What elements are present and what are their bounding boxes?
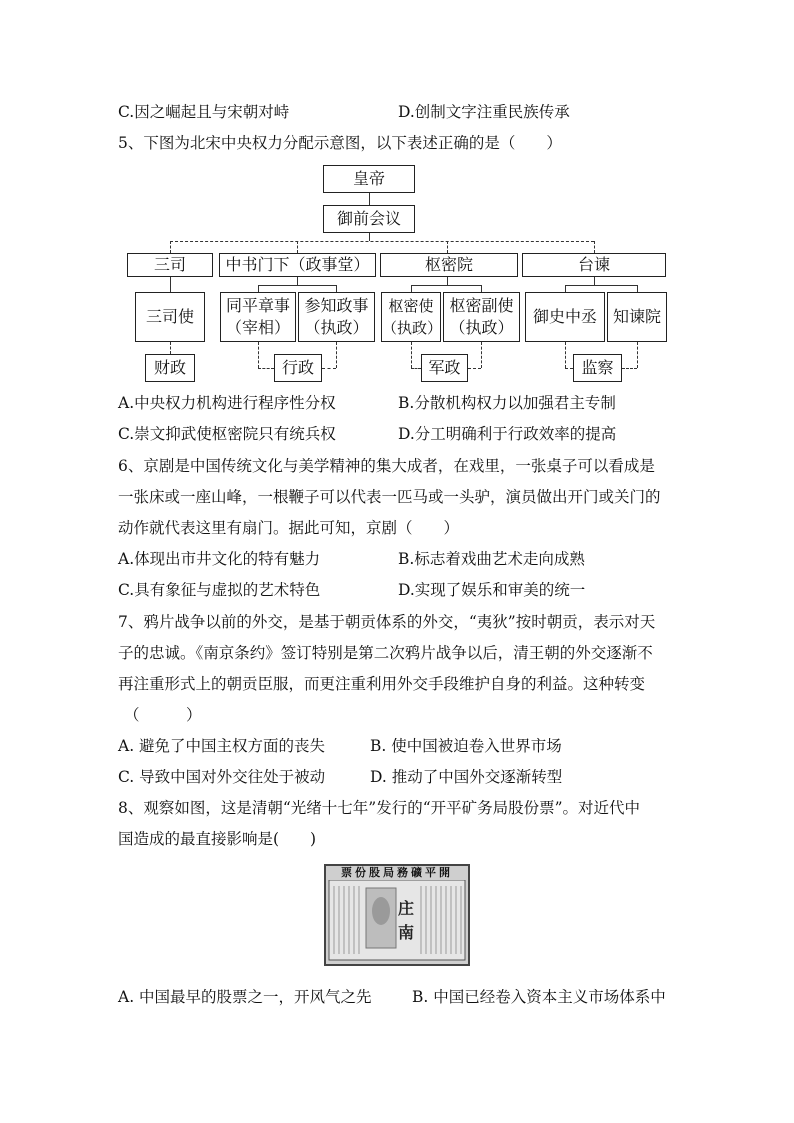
q6-option-d: D.实现了娱乐和审美的统一	[398, 581, 586, 599]
q6-stem-line3: 动作就代表这里有扇门。据此可知，京剧（ ）	[118, 519, 460, 537]
shumifu-box	[443, 292, 520, 342]
tongping-subtitle: （宰相）	[225, 318, 290, 337]
q4-option-d: D.创制文字注重民族传承	[398, 103, 570, 121]
q6-option-b: B.标志着戏曲艺术走向成熟	[398, 550, 585, 568]
q7-stem-line2: 子的忠诚。《南京条约》签订特别是第二次鸦片战争以后，清王朝的外交逐渐不	[118, 644, 653, 662]
q5-option-a: A.中央权力机构进行程序性分权	[118, 394, 336, 412]
tongping-box	[220, 292, 296, 342]
q4-option-c: C.因之崛起且与宋朝对峙	[118, 103, 290, 121]
q5-option-c: C.崇文抑武使枢密院只有统兵权	[118, 425, 336, 443]
q8-stem-line2: 国造成的最直接影响是( )	[118, 830, 317, 848]
sansi-box: 三司	[127, 253, 213, 277]
caizheng-box: 财政	[145, 354, 195, 382]
q7-option-d: D. 推动了中国外交逐渐转型	[370, 768, 563, 786]
canzhi-title: 参知政事	[304, 296, 369, 315]
sansi-shi-box: 三司使	[135, 292, 205, 342]
q5-stem: 5、下图为北宋中央权力分配示意图，以下表述正确的是（ ）	[118, 134, 562, 152]
q6-stem-line1: 6、京剧是中国传统文化与美学精神的集大成者，在戏里，一张桌子可以看成是	[118, 457, 655, 475]
zhongshu-box: 中书门下（政事堂）	[219, 253, 376, 277]
q8-option-b: B. 中国已经卷入资本主义市场体系中	[412, 988, 666, 1006]
shumifu-title: 枢密副使	[449, 296, 514, 315]
q6-option-c: C.具有象征与虚拟的艺术特色	[118, 581, 321, 599]
shumishi-subtitle: （执政）	[382, 319, 443, 337]
q8-stem-line1: 8、观察如图，这是清朝“光绪十七年”发行的“开平矿务局股份票”。对近代中	[118, 799, 641, 817]
shumishi-box	[381, 292, 441, 342]
council-box: 御前会议	[323, 205, 415, 233]
q7-option-c: C. 导致中国对外交往处于被动	[118, 768, 326, 786]
q7-option-a: A. 避免了中国主权方面的丧失	[118, 737, 326, 755]
zhijian-box: 知谏院	[607, 292, 667, 342]
junzheng-box: 军政	[421, 354, 468, 382]
stock-certificate-illustration	[326, 866, 468, 964]
canzhi-subtitle: （执政）	[304, 318, 369, 337]
q7-stem-line4: （ ）	[124, 706, 202, 724]
q5-option-b: B.分散机构权力以加强君主专制	[398, 394, 616, 412]
emperor-box: 皇帝	[323, 165, 415, 193]
jiancha-box: 监察	[573, 354, 622, 382]
taijian-box: 台谏	[522, 253, 666, 277]
canzhi-box	[298, 292, 375, 342]
q8-option-a: A. 中国最早的股票之一，开风气之先	[118, 988, 372, 1006]
shumifu-subtitle: （执政）	[449, 318, 514, 337]
tongping-title: 同平章事	[225, 296, 290, 315]
svg-text:南: 南	[398, 923, 415, 942]
q7-stem-line1: 7、鸦片战争以前的外交，是基于朝贡体系的外交，“夷狄”按时朝贡，表示对天	[118, 613, 656, 631]
shumi-box: 枢密院	[380, 253, 518, 277]
shumishi-title: 枢密使	[388, 297, 434, 315]
stock-certificate-title: 票份股局務礦平開	[326, 866, 468, 880]
q7-option-b: B. 使中国被迫卷入世界市场	[370, 737, 562, 755]
yushi-box: 御史中丞	[525, 292, 605, 342]
q6-option-a: A.体现出市井文化的特有魅力	[118, 550, 321, 568]
q7-stem-line3: 再注重形式上的朝贡臣服，而更注重利用外交手段维护自身的利益。这种转变	[118, 675, 646, 693]
q5-option-d: D.分工明确利于行政效率的提高	[398, 425, 617, 443]
kaiping-stock-certificate-image	[324, 864, 470, 966]
xingzheng-box: 行政	[274, 354, 322, 382]
svg-text:庄: 庄	[398, 899, 415, 918]
q6-stem-line2: 一张床或一座山峰，一根鞭子可以代表一匹马或一头驴，演员做出开门或关门的	[118, 488, 661, 506]
